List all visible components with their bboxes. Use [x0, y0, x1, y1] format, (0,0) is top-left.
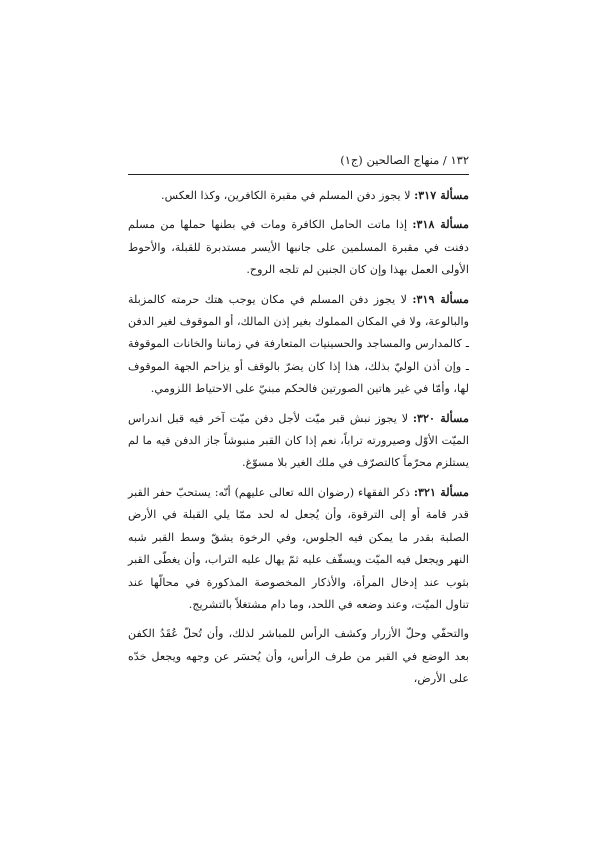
paragraph-issue-320 — [128, 407, 469, 475]
issue-label: مسألة ٣١٩: — [412, 291, 470, 306]
paragraph-continuation — [128, 622, 469, 690]
paragraph-issue-318 — [128, 213, 469, 281]
issue-label: مسألة ٣٢١: — [413, 484, 469, 499]
header-divider — [128, 174, 469, 175]
issue-text: لا يجوز دفن المسلم في مكان يوجب هتك حرمته كالمزبلة والبالوعة، ولا في المكان المملوك بغير إذن المالك، أو الموقوف لغير الدفن ـ كالمدارس والمساجد والحسينيات المتعارفة في زماننا والخانات الموقوفة ـ وإن أذن الوليّ بذلك، هذا إذا كان يضرّ بالوقف أو يزاحم الجهة الموقوف لها، وأمّا في غير هاتين الصورتين فالحكم مبنيّ على الاحتياط اللزومي. — [128, 292, 469, 396]
page-body — [128, 184, 469, 697]
paragraph-issue-319 — [128, 288, 469, 401]
running-header: ١٣٢ / منهاج الصالحين (ج١) — [340, 153, 469, 167]
issue-text: والتحفّي وحلّ الأزرار وكشف الرأس للمباشر لذلك، وأن تُحلّ عُقَدُ الكفن بعد الوضع في القبر من طرف الرأس، وأن يُحسَر عن وجهه ويجعل خدّه على الأرض، — [128, 627, 469, 686]
issue-label: مسألة ٣٢٠: — [412, 410, 469, 425]
issue-text: لا يجوز نبش قبر ميّت لأجل دفن ميّت آخر فيه قبل اندراس الميّت الأوّل وصيرورته تراباً، نعم إذا كان القبر منبوشاً جاز الدفن فيه ما لم يستلزم محرّماً كالتصرّف في ملك الغير بلا مسوّغ. — [128, 411, 469, 470]
issue-label: مسألة ٣١٨: — [412, 217, 469, 232]
issue-text: ذكر الفقهاء (رضوان الله تعالى عليهم) أنّه: يستحبّ حفر القبر قدر قامة أو إلى الترقوة، وأن يُجعل له لحد ممّا يلي القبلة في الأرض الصلبة بقدر ما يمكن فيه الجلوس، وفي الرخوة يشقّ وسط القبر شبه النهر ويجعل فيه الميّت ويسقّف عليه ثمّ يهال عليه التراب، وأن يغطّى القبر بثوب عند إدخال المرأة، والأذكار المخصوصة المذكورة في محالّها عند تناول الميّت، وعند وضعه في اللحد، وما دام مشتغلاً بالتشريج. — [128, 485, 469, 611]
issue-text: إذا ماتت الحامل الكافرة ومات في بطنها حملها من مسلم دفنت في مقبرة المسلمين على جانبها الأيسر مستدبرة للقبلة، والأحوط الأولى العمل بهذا وإن كان الجنين لم تلجه الروح. — [128, 218, 469, 277]
issue-label: مسألة ٣١٧: — [414, 188, 469, 202]
paragraph-issue-321 — [128, 481, 469, 616]
issue-text: لا يجوز دفن المسلم في مقبرة الكافرين، وكذا العكس. — [161, 189, 411, 202]
paragraph-issue-317 — [128, 184, 469, 207]
